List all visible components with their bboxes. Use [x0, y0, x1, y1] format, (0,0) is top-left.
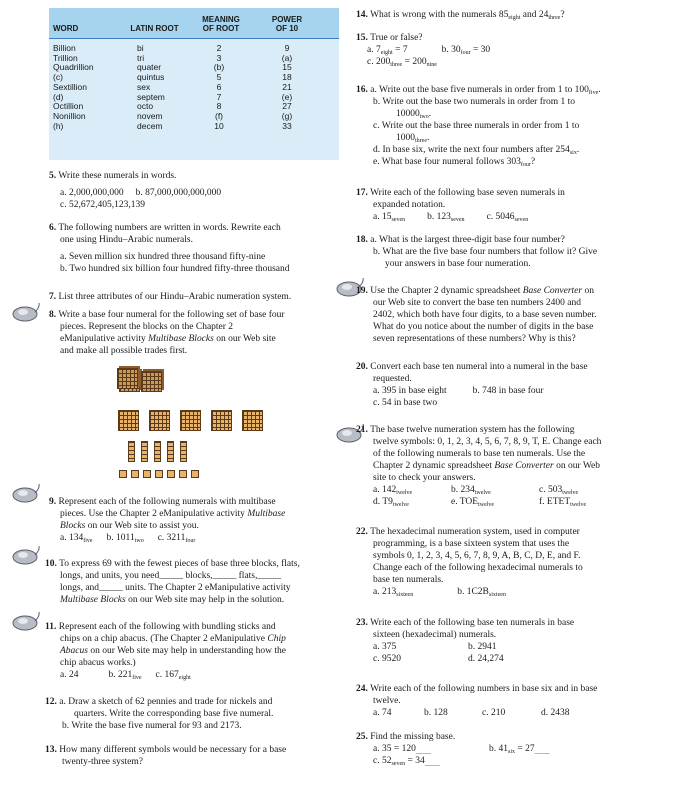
- q15-c-base: three: [390, 62, 403, 68]
- q16-c: c. Write out the base three numerals in order from 1 to: [373, 121, 580, 131]
- cell-word: (h): [53, 120, 64, 131]
- q24-line-2: twelve.: [373, 696, 401, 706]
- q15-c-base-2: nine: [426, 62, 437, 68]
- q12-number: 12.: [45, 697, 57, 707]
- q23-b: b. 2941: [468, 642, 497, 652]
- question-18: [356, 234, 681, 270]
- q16-e-end: ?: [530, 157, 536, 167]
- question-11: [45, 621, 340, 681]
- q23-line-1: Write each of the following base ten numerals in base: [370, 618, 575, 628]
- q23-number: 23.: [356, 618, 368, 628]
- q6-text-1: The following numbers are written in words. Rewrite each: [58, 223, 281, 233]
- q9-a-base: five: [83, 538, 93, 544]
- long-piece: [167, 441, 174, 462]
- question-5: [49, 170, 339, 211]
- q21-b-base: twelve: [474, 490, 491, 496]
- q15-b-base: four: [460, 50, 471, 56]
- q11-line-4: chip abacus works.): [60, 658, 136, 668]
- q16-a: a. Write out the base five numerals in order from 1 to 100: [370, 85, 589, 95]
- q17-a-base: seven: [391, 217, 406, 223]
- q14-number: 14.: [356, 10, 368, 20]
- q18-number: 18.: [356, 235, 368, 245]
- q8-line-3c: on our Web site: [213, 334, 276, 344]
- q16-a-end: .: [598, 85, 601, 95]
- q23-line-2: sixteen (hexadecimal) numerals.: [373, 630, 497, 640]
- table-row: [49, 112, 339, 122]
- block-piece: [117, 368, 138, 389]
- question-10: [45, 558, 340, 606]
- q14-base-1: eight: [508, 15, 521, 21]
- cell-meaning: 7: [216, 91, 222, 102]
- q25-c-rhs: = 34: [405, 756, 425, 766]
- q21-f: f. ETET: [539, 497, 571, 507]
- question-7: [49, 291, 344, 303]
- q16-b: b. Write out the base two numerals in order from 1 to: [373, 97, 576, 107]
- q12-line-3: b. Write the base five numeral for 93 and 2173.: [62, 721, 242, 731]
- q21-f-base: twelve: [570, 502, 587, 508]
- q17-b-base: seven: [450, 217, 465, 223]
- long-piece: [154, 441, 161, 462]
- cell-power: (g): [281, 110, 293, 121]
- flat-piece: [211, 410, 232, 431]
- header-meaning: MEANING OF ROOT: [202, 15, 240, 33]
- cell-power: 21: [282, 81, 292, 92]
- q22-a: a. 213: [373, 587, 397, 597]
- q18-line-2: b. What are the five base four numbers that follow it? Give: [373, 247, 598, 257]
- header-word: WORD: [53, 24, 79, 33]
- cell-latin: decem: [137, 120, 163, 131]
- cell-power: 9: [284, 43, 290, 53]
- cell-power: 27: [282, 101, 292, 112]
- question-15: [356, 32, 681, 68]
- q9-line-2a: pieces. Use the Chapter 2 eManipulative activity: [60, 509, 248, 519]
- question-12: [45, 696, 340, 732]
- question-17: [356, 187, 681, 223]
- q19-number: 19.: [356, 286, 368, 296]
- q21-line-4b: Base Converter: [494, 461, 554, 471]
- cell-word: Trillion: [53, 52, 78, 63]
- q24-d: d. 2438: [541, 708, 570, 718]
- q9-line-3b: on our Web site to assist you.: [85, 521, 199, 531]
- q21-line-5: site to check your answers.: [373, 473, 476, 483]
- q10-line-4b: on our Web site may help in the solution.: [125, 595, 285, 605]
- cell-power: (a): [281, 52, 293, 63]
- q11-c: c. 167: [155, 670, 179, 680]
- q9-a: a. 134: [60, 533, 84, 543]
- question-6: [49, 222, 339, 275]
- q24-line-1: Write each of the following numbers in base six and in base: [370, 684, 598, 694]
- q17-line-2: expanded notation.: [373, 200, 446, 210]
- q21-a: a. 142: [373, 485, 397, 495]
- q9-line-3a: Blocks: [60, 521, 86, 531]
- cell-latin: tri: [137, 52, 145, 63]
- cell-word: (c): [53, 72, 63, 83]
- q21-line-4c: on our Web: [553, 461, 601, 471]
- q6-a: a. Seven million six hundred three thousand fifty-nine: [60, 252, 266, 262]
- q11-number: 11.: [45, 622, 57, 632]
- header-latin-root: LATIN ROOT: [130, 24, 179, 33]
- q16-b-end: .: [428, 109, 432, 119]
- base-four-pieces-figure: [118, 368, 278, 478]
- q22-line-4: Change each of the following hexadecimal numerals to: [373, 563, 583, 573]
- table-row: [49, 73, 339, 83]
- q24-number: 24.: [356, 684, 368, 694]
- q19-line-1b: Base Converter: [522, 286, 583, 296]
- long-piece: [128, 441, 135, 462]
- question-20: [356, 361, 681, 409]
- q8-line-2: pieces. Represent the blocks on the Chapter 2: [60, 322, 234, 332]
- q9-c-base: four: [185, 538, 196, 544]
- q25-number: 25.: [356, 732, 368, 742]
- long-piece: [180, 441, 187, 462]
- cell-latin: quintus: [137, 72, 165, 83]
- q13-number: 13.: [45, 745, 57, 755]
- table-row: [49, 93, 339, 103]
- q17-b: b. 123: [427, 212, 451, 222]
- q21-d-base: twelve: [392, 502, 409, 508]
- q17-number: 17.: [356, 188, 368, 198]
- q8-line-3b: Multibase Blocks: [148, 334, 214, 344]
- q9-number: 9.: [49, 497, 57, 507]
- q10-line-4a: Multibase Blocks: [60, 595, 126, 605]
- q15-text: True or false?: [370, 33, 423, 43]
- q7-number: 7.: [49, 292, 57, 302]
- q24-c: c. 210: [482, 708, 506, 718]
- unit-piece: [131, 470, 139, 478]
- q11-line-3b: on our Web site may help in understanding how the: [87, 646, 286, 656]
- cell-power: 15: [282, 62, 292, 73]
- q20-number: 20.: [356, 362, 368, 372]
- computer-mouse-icon: [10, 546, 40, 566]
- cell-meaning: (b): [213, 62, 225, 73]
- q16-d: d. In base six, write the next four numbers after 254: [373, 145, 570, 155]
- q14-base-2: three: [548, 15, 561, 21]
- q9-b: b. 1011: [106, 533, 135, 543]
- q20-c: c. 54 in base two: [373, 398, 438, 408]
- q14-text-3: ?: [560, 10, 565, 20]
- q15-b: b. 30: [441, 45, 461, 55]
- q22-b: b. 1C2B: [457, 587, 489, 597]
- q16-e-base: four: [520, 162, 531, 168]
- q21-d: d. T9: [373, 497, 393, 507]
- q19-line-4: What do you notice about the number of digits in the base: [373, 322, 594, 332]
- unit-piece: [155, 470, 163, 478]
- cell-latin: sex: [137, 81, 151, 92]
- q6-b: b. Two hundred six billion four hundred fifty-three thousand: [60, 264, 290, 274]
- q11-line-3a: Abacus: [60, 646, 88, 656]
- q11-b: b. 221: [108, 670, 133, 680]
- cell-meaning: 8: [216, 101, 222, 112]
- q25-a-blank[interactable]: _____: [415, 749, 431, 755]
- block-piece: [141, 371, 162, 392]
- cell-latin: octo: [137, 101, 154, 112]
- q8-number: 8.: [49, 310, 57, 320]
- q21-line-2: twelve symbols: 0, 1, 2, 3, 4, 5, 6, 7, 8, 9, T, E. Change each: [373, 437, 602, 447]
- q23-d: d. 24,274: [468, 654, 504, 664]
- q8-line-4: and make all possible trades first.: [60, 346, 188, 356]
- q7-text: List three attributes of our Hindu–Arabic numeration system.: [58, 292, 292, 302]
- q11-line-1: Represent each of the following with bundling sticks and: [58, 622, 276, 632]
- q11-line-2b: Chip: [267, 634, 286, 644]
- computer-mouse-icon: [10, 484, 40, 504]
- q10-number: 10.: [45, 559, 57, 569]
- q20-line-2: requested.: [373, 374, 412, 384]
- q21-number: 21.: [356, 425, 368, 435]
- q15-number: 15.: [356, 33, 368, 43]
- q8-line-3a: eManipulative activity: [60, 334, 149, 344]
- latin-root-table: [49, 8, 339, 160]
- q5-text: Write these numerals in words.: [58, 171, 177, 181]
- q16-d-end: .: [576, 145, 580, 155]
- q12-line-2: quarters. Write the corresponding base five numeral.: [74, 709, 274, 719]
- question-9: [49, 496, 344, 544]
- q21-line-4a: Chapter 2 dynamic spreadsheet: [373, 461, 495, 471]
- unit-piece: [119, 470, 127, 478]
- q25-c: c. 52: [373, 756, 392, 766]
- q12-line-1: a. Draw a sketch of 62 pennies and trade for nickels and: [59, 697, 273, 707]
- q14-text-2: and 24: [520, 10, 549, 20]
- q18-line-3: your answers in base four numeration.: [385, 259, 531, 269]
- q21-line-1: The base twelve numeration system has the following: [370, 425, 575, 435]
- cell-word: (d): [53, 91, 64, 102]
- q13-line-1: How many different symbols would be necessary for a base: [59, 745, 287, 755]
- q5-c: c. 52,672,405,123,139: [60, 200, 145, 210]
- q21-e: e. TOE: [451, 497, 479, 507]
- q18-line-1: a. What is the largest three-digit base four number?: [370, 235, 565, 245]
- cell-power: 33: [282, 120, 292, 131]
- q13-line-2: twenty-three system?: [62, 757, 143, 767]
- q9-c: c. 3211: [157, 533, 186, 543]
- q20-b: b. 748 in base four: [472, 386, 544, 396]
- q11-c-base: eight: [178, 675, 191, 681]
- cell-meaning: 10: [214, 120, 224, 131]
- q5-a: a. 2,000,000,000: [60, 188, 124, 198]
- q19-line-1c: on: [582, 286, 594, 296]
- q16-b-base: two: [419, 114, 429, 120]
- q10-line-1: To express 69 with the fewest pieces of base three blocks, flats,: [59, 559, 300, 569]
- q8-line-1: Write a base four numeral for the following set of base four: [58, 310, 285, 320]
- q17-c-base: seven: [514, 217, 529, 223]
- cell-latin: bi: [137, 43, 144, 53]
- q21-c: c. 503: [539, 485, 563, 495]
- q9-b-base: two: [134, 538, 144, 544]
- question-22: [356, 526, 681, 598]
- table-row: [49, 122, 339, 132]
- q17-a: a. 15: [373, 212, 392, 222]
- cell-latin: quater: [137, 62, 162, 73]
- cell-word: Octillion: [53, 101, 84, 112]
- q11-b-base: five: [132, 675, 142, 681]
- q22-line-1: The hexadecimal numeration system, used in computer: [370, 527, 580, 537]
- q19-line-3: 2402, which both have four digits, to a base seven number.: [373, 310, 597, 320]
- q25-b: b. 41: [489, 744, 508, 754]
- cell-meaning: 3: [216, 52, 222, 63]
- q16-number: 16.: [356, 85, 368, 95]
- q15-a-rhs: = 7: [392, 45, 408, 55]
- cell-meaning: 5: [216, 72, 222, 83]
- q16-c-base: three: [415, 138, 427, 144]
- cell-word: Billion: [53, 43, 76, 53]
- unit-piece: [191, 470, 199, 478]
- table-row: [49, 83, 339, 93]
- q9-line-2b: Multibase: [247, 509, 286, 519]
- computer-mouse-icon: [10, 303, 40, 323]
- q21-b: b. 234: [451, 485, 475, 495]
- q10-line-3: longs, and_____ units. The Chapter 2 eManipulative activity: [60, 583, 291, 593]
- q15-c: c. 200: [367, 57, 391, 67]
- q10-line-2: longs, and units, you need_____ blocks,_____ flats,_____: [60, 571, 282, 581]
- q15-a-base: eight: [380, 50, 393, 56]
- flat-piece: [242, 410, 263, 431]
- q11-a: a. 24: [60, 670, 79, 680]
- cell-meaning: (f): [214, 110, 224, 121]
- question-21: [356, 424, 681, 508]
- q22-a-base: sixteen: [396, 592, 414, 598]
- q25-c-blank[interactable]: _____: [424, 761, 440, 767]
- q23-a: a. 375: [373, 642, 397, 652]
- header-power: POWER OF 10: [271, 15, 303, 33]
- q22-line-5: base ten numerals.: [373, 575, 444, 585]
- unit-piece: [143, 470, 151, 478]
- q25-b-base: six: [508, 749, 516, 755]
- q15-b-rhs: = 30: [470, 45, 491, 55]
- cell-power: 18: [282, 72, 292, 83]
- cell-power: (e): [281, 91, 293, 102]
- q22-b-base: sixteen: [488, 592, 506, 598]
- q16-b-value: 10000: [396, 109, 420, 119]
- question-24: [356, 683, 681, 719]
- cell-word: Quadrillion: [53, 62, 94, 73]
- q22-line-3: symbols 0, 1, 2, 3, 4, 5, 6, 7, 8, 9, A, B, C, D, E, and F.: [373, 551, 581, 561]
- question-19: [356, 285, 681, 345]
- q22-number: 22.: [356, 527, 368, 537]
- q9-line-1: Represent each of the following numerals with multibase: [58, 497, 276, 507]
- question-23: [356, 617, 681, 665]
- flat-piece: [149, 410, 170, 431]
- q21-c-base: twelve: [562, 490, 579, 496]
- cell-word: Sextillion: [53, 81, 88, 92]
- table-row: [49, 102, 339, 112]
- q25-b-blank[interactable]: _____: [534, 749, 550, 755]
- question-13: [45, 744, 340, 768]
- computer-mouse-icon: [10, 612, 40, 632]
- cell-latin: novem: [137, 110, 163, 121]
- q25-a: a. 35 = 120: [373, 744, 416, 754]
- q16-e: e. What base four numeral follows 303: [373, 157, 521, 167]
- q25-c-base: seven: [391, 761, 406, 767]
- unit-piece: [179, 470, 187, 478]
- q16-a-base: five: [588, 90, 599, 96]
- q20-a: a. 395 in base eight: [373, 386, 447, 396]
- q20-line-1: Convert each base ten numeral into a numeral in the base: [370, 362, 588, 372]
- cell-latin: septem: [137, 91, 165, 102]
- cell-meaning: 6: [216, 81, 222, 92]
- q5-b: b. 87,000,000,000,000: [135, 188, 222, 198]
- q14-text-1: What is wrong with the numerals 85: [370, 10, 509, 20]
- q23-c: c. 9520: [373, 654, 401, 664]
- q25-b-rhs: = 27: [515, 744, 535, 754]
- q19-line-1a: Use the Chapter 2 dynamic spreadsheet: [370, 286, 523, 296]
- question-16: [356, 84, 681, 168]
- q24-a: a. 74: [373, 708, 392, 718]
- q17-c: c. 5046: [486, 212, 515, 222]
- q21-line-3: of the following numerals to base ten numerals. Use the: [373, 449, 586, 459]
- table-header: [49, 8, 339, 39]
- flat-piece: [180, 410, 201, 431]
- q16-c-end: .: [427, 133, 430, 143]
- q19-line-5: seven representations of these numbers? Why is this?: [373, 334, 576, 344]
- long-piece: [141, 441, 148, 462]
- q24-b: b. 128: [424, 708, 448, 718]
- question-14: [356, 9, 681, 21]
- q21-e-base: twelve: [478, 502, 495, 508]
- unit-piece: [167, 470, 175, 478]
- q11-line-2a: chips on a chip abacus. (The Chapter 2 eManipulative: [60, 634, 268, 644]
- question-8: [49, 309, 344, 357]
- q15-c-rhs: = 200: [402, 57, 427, 67]
- q22-line-2: programming, is a base sixteen system that uses the: [373, 539, 570, 549]
- q6-number: 6.: [49, 223, 57, 233]
- q15-a: a. 7: [367, 45, 381, 55]
- q17-line-1: Write each of the following base seven numerals in: [370, 188, 565, 198]
- q16-c-value: 1000: [396, 133, 415, 143]
- cell-meaning: 2: [216, 43, 222, 53]
- table-row: [49, 44, 339, 54]
- q6-text-2: one using Hindu–Arabic numerals.: [60, 235, 193, 245]
- q5-number: 5.: [49, 171, 57, 181]
- q21-a-base: twelve: [396, 490, 413, 496]
- q25-line-1: Find the missing base.: [370, 732, 456, 742]
- table-row: [49, 63, 339, 73]
- cell-word: Nonillion: [53, 110, 86, 121]
- q19-line-2: our Web site to convert the base ten numbers 2400 and: [373, 298, 582, 308]
- question-25: [356, 731, 681, 767]
- flat-piece: [118, 410, 139, 431]
- q16-d-base: six: [569, 150, 577, 156]
